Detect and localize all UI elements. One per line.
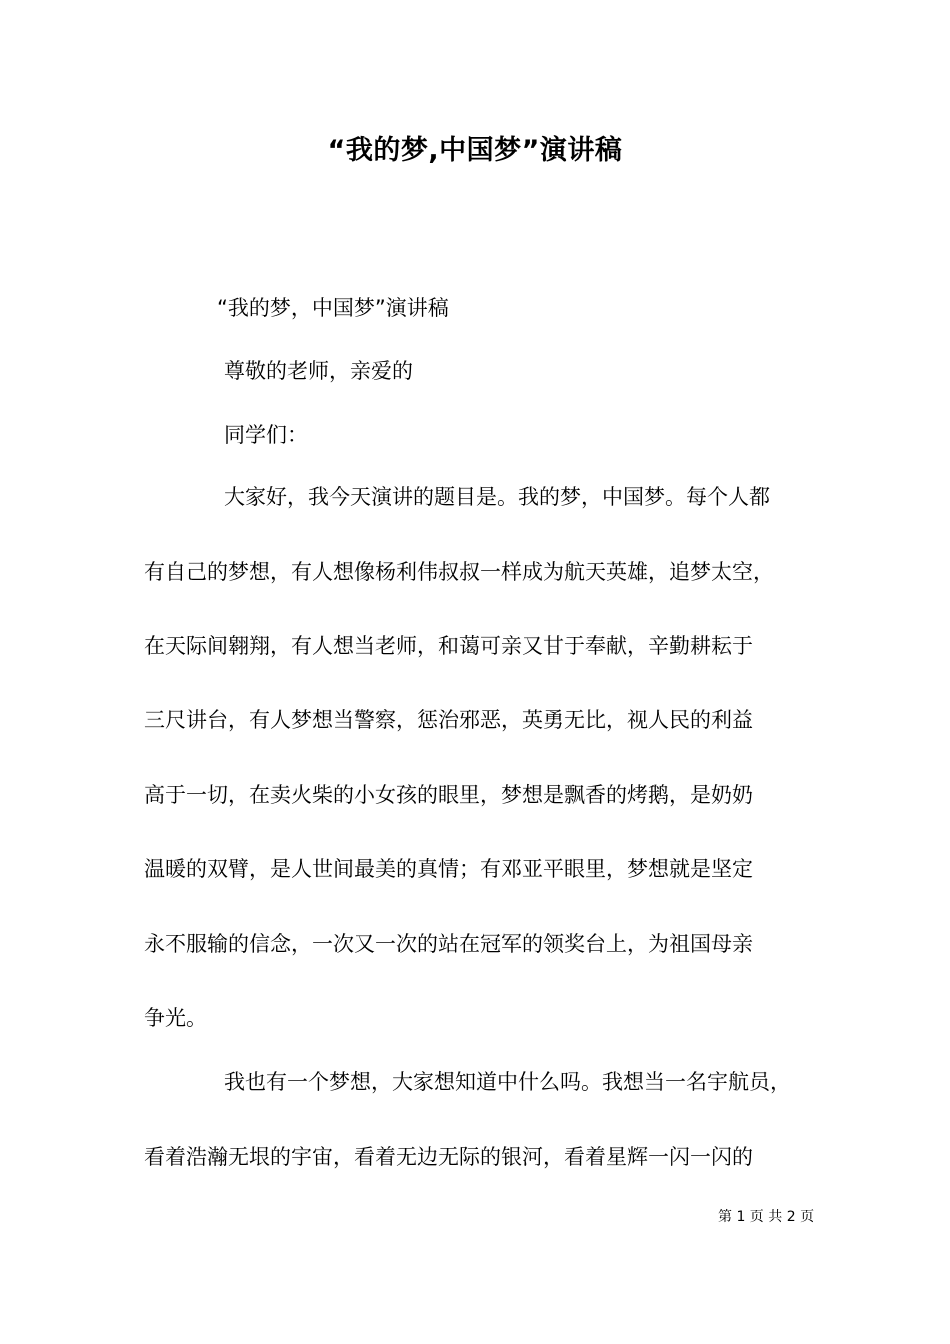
paragraph-line: 永不服输的信念，一次又一次的站在冠军的领奖台上，为祖国母亲 — [144, 932, 753, 956]
salutation-line-2: 同学们： — [224, 423, 308, 447]
subtitle: “我的梦，中国梦”演讲稿 — [217, 296, 449, 320]
paragraph-line: 看着浩瀚无垠的宇宙，看着无边无际的银河，看着星辉一闪一闪的 — [144, 1145, 753, 1169]
paragraph-line: 我也有一个梦想，大家想知道中什么吗。我想当一名宇航员， — [224, 1070, 791, 1094]
paragraph-line: 争光。 — [144, 1006, 207, 1030]
paragraph-line: 在天际间翱翔，有人想当老师，和蔼可亲又甘于奉献，辛勤耕耘于 — [144, 634, 753, 658]
paragraph-line: 温暖的双臂，是人世间最美的真情；有邓亚平眼里，梦想就是坚定 — [144, 857, 753, 881]
paragraph-line: 有自己的梦想，有人想像杨利伟叔叔一样成为航天英雄，追梦太空， — [144, 560, 774, 584]
salutation-line-1: 尊敬的老师，亲爱的 — [224, 359, 413, 383]
page-indicator: 第 1 页 共 2 页 — [718, 1209, 815, 1225]
document-title: “我的梦,中国梦”演讲稿 — [327, 135, 623, 166]
paragraph-line: 高于一切，在卖火柴的小女孩的眼里，梦想是飘香的烤鹅，是奶奶 — [144, 783, 753, 807]
paragraph-line: 大家好，我今天演讲的题目是。我的梦，中国梦。每个人都 — [224, 485, 770, 509]
paragraph-line: 三尺讲台，有人梦想当警察，惩治邪恶，英勇无比，视人民的利益 — [144, 708, 753, 732]
